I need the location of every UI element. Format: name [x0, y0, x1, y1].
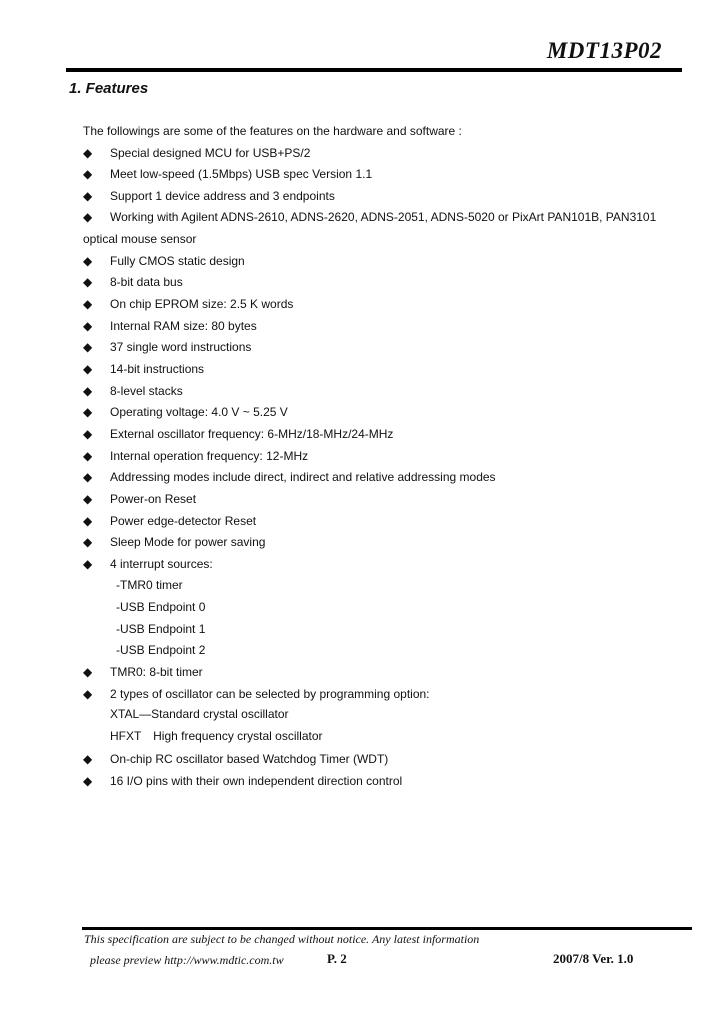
feature-item: 16 I/O pins with their own independent direction control — [110, 774, 403, 788]
feature-item: -USB Endpoint 0 — [116, 600, 206, 614]
feature-item: On chip EPROM size: 2.5 K words — [110, 297, 294, 311]
feature-item: Internal operation frequency: 12-MHz — [110, 449, 309, 463]
bullet-diamond-icon: ◆ — [83, 319, 93, 333]
intro-text: The followings are some of the features on the hardware and software : — [83, 124, 462, 138]
feature-item: 37 single word instructions — [110, 340, 252, 354]
bullet-diamond-icon: ◆ — [83, 449, 93, 463]
bullet-diamond-icon: ◆ — [83, 189, 93, 203]
feature-item: 2 types of oscillator can be selected by programming option: — [110, 687, 430, 701]
bullet-diamond-icon: ◆ — [83, 535, 93, 549]
feature-item: 8-level stacks — [110, 384, 183, 398]
feature-item: Fully CMOS static design — [110, 254, 245, 268]
footer-divider — [82, 927, 692, 930]
feature-item: TMR0: 8-bit timer — [110, 665, 203, 679]
feature-item: HFXT High frequency crystal oscillator — [110, 729, 323, 743]
feature-item: 8-bit data bus — [110, 275, 183, 289]
bullet-diamond-icon: ◆ — [83, 297, 93, 311]
feature-item: Sleep Mode for power saving — [110, 535, 266, 549]
footer-note: This specification are subject to be changed without notice. Any latest information — [84, 932, 480, 946]
section-heading: 1. Features — [69, 80, 149, 97]
feature-item: Internal RAM size: 80 bytes — [110, 319, 257, 333]
bullet-diamond-icon: ◆ — [83, 514, 93, 528]
bullet-diamond-icon: ◆ — [83, 470, 93, 484]
bullet-diamond-icon: ◆ — [83, 210, 93, 224]
bullet-diamond-icon: ◆ — [83, 362, 93, 376]
feature-item: XTAL—Standard crystal oscillator — [110, 707, 289, 721]
bullet-diamond-icon: ◆ — [83, 340, 93, 354]
bullet-diamond-icon: ◆ — [83, 774, 93, 788]
feature-item: Meet low-speed (1.5Mbps) USB spec Version 1.1 — [110, 167, 373, 181]
bullet-diamond-icon: ◆ — [83, 275, 93, 289]
feature-item: Support 1 device address and 3 endpoints — [110, 189, 335, 203]
version-label: 2007/8 Ver. 1.0 — [553, 951, 634, 966]
feature-item: Power-on Reset — [110, 492, 197, 506]
feature-item: -USB Endpoint 2 — [116, 643, 206, 657]
feature-item: Special designed MCU for USB+PS/2 — [110, 146, 311, 160]
feature-item: -USB Endpoint 1 — [116, 622, 206, 636]
feature-item: Operating voltage: 4.0 V ~ 5.25 V — [110, 405, 288, 419]
feature-item: Working with Agilent ADNS-2610, ADNS-2620, ADNS-2051, ADNS-5020 or PixArt PAN101B, PAN3101 — [110, 210, 657, 224]
feature-item: -TMR0 timer — [116, 578, 183, 592]
bullet-diamond-icon: ◆ — [83, 405, 93, 419]
bullet-diamond-icon: ◆ — [83, 384, 93, 398]
footer-url: please preview http://www.mdtic.com.tw — [90, 953, 284, 967]
bullet-diamond-icon: ◆ — [83, 687, 93, 701]
bullet-diamond-icon: ◆ — [83, 557, 93, 571]
feature-item: 14-bit instructions — [110, 362, 205, 376]
bullet-diamond-icon: ◆ — [83, 254, 93, 268]
feature-item: External oscillator frequency: 6-MHz/18-MHz/24-MHz — [110, 427, 394, 441]
page-number: P. 2 — [327, 951, 347, 966]
feature-item: Power edge-detector Reset — [110, 514, 257, 528]
feature-item: 4 interrupt sources: — [110, 557, 213, 571]
bullet-diamond-icon: ◆ — [83, 492, 93, 506]
bullet-diamond-icon: ◆ — [83, 665, 93, 679]
bullet-diamond-icon: ◆ — [83, 752, 93, 766]
feature-item: optical mouse sensor — [83, 232, 197, 246]
feature-item: Addressing modes include direct, indirect and relative addressing modes — [110, 470, 496, 484]
bullet-diamond-icon: ◆ — [83, 427, 93, 441]
bullet-diamond-icon: ◆ — [83, 146, 93, 160]
document-title: MDT13P02 — [546, 38, 662, 63]
bullet-diamond-icon: ◆ — [83, 167, 93, 181]
feature-item: On-chip RC oscillator based Watchdog Timer (WDT) — [110, 752, 389, 766]
